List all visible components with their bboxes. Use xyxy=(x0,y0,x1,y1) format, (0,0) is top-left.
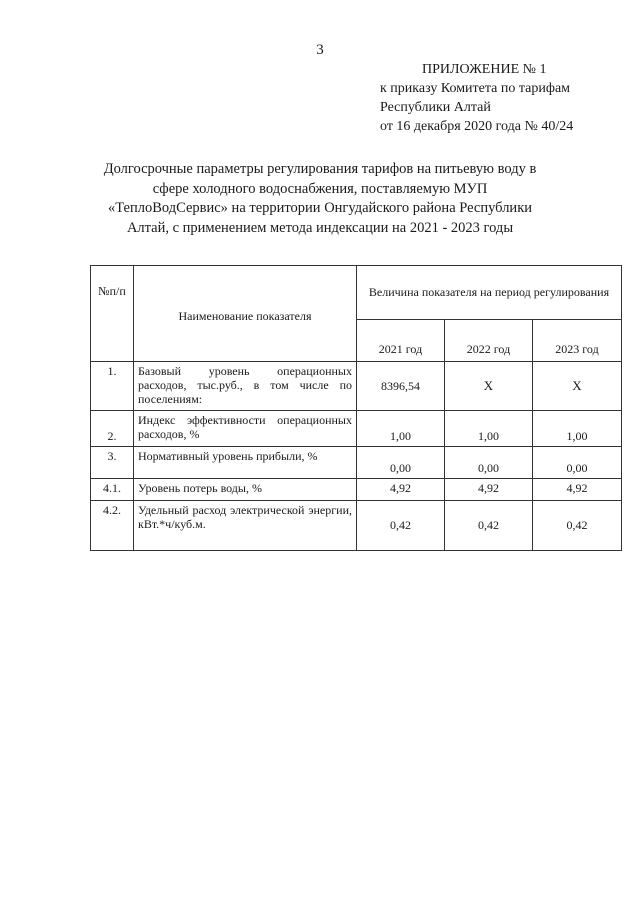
appendix-header xyxy=(380,60,573,136)
table-row xyxy=(91,447,622,479)
document-title: Долгосрочные параметры регулирования тарифов на питьевую воду в сфере холодного водоснабжения, поставляемую МУП «ТеплоВодСервис» на территории Онгудайского района Республики Алтай, с применением метода индексации на 2021 - 2023 годы xyxy=(103,161,537,236)
header-name: Наименование показателя xyxy=(134,266,357,362)
table-row xyxy=(91,411,622,447)
row-name: Базовый уровень операционных расходов, тыс.руб., в том числе по поселениям: xyxy=(134,362,357,411)
table-header-row xyxy=(91,266,622,320)
page-number: 3 xyxy=(316,42,324,58)
table-row xyxy=(91,501,622,551)
appendix-title: ПРИЛОЖЕНИЕ № 1 xyxy=(422,62,547,77)
appendix-line-3: от 16 декабря 2020 года № 40/24 xyxy=(380,119,574,134)
row-value-2021: 4,92 xyxy=(357,479,445,501)
row-value-2023: 0,42 xyxy=(533,501,622,551)
row-value-2023: 0,00 xyxy=(533,447,622,479)
row-value-2021: 1,00 xyxy=(357,411,445,447)
row-value-2022: 0,00 xyxy=(445,447,533,479)
header-period: Величина показателя на период регулирования xyxy=(357,266,622,320)
row-value-2022: Х xyxy=(445,362,533,411)
row-value-2023: 1,00 xyxy=(533,411,622,447)
appendix-line-2: Республики Алтай xyxy=(380,100,491,115)
row-num: 2. xyxy=(91,411,134,447)
header-year-2023: 2023 год xyxy=(533,320,622,362)
row-value-2021: 0,00 xyxy=(357,447,445,479)
parameters-table xyxy=(90,265,622,551)
row-name: Нормативный уровень прибыли, % xyxy=(134,447,357,479)
table-row xyxy=(91,479,622,501)
row-name: Удельный расход электрической энергии, кВт.*ч/куб.м. xyxy=(134,501,357,551)
row-value-2021: 8396,54 xyxy=(357,362,445,411)
row-value-2023: Х xyxy=(533,362,622,411)
row-name: Индекс эффективности операционных расходов, % xyxy=(134,411,357,447)
appendix-line-1: к приказу Комитета по тарифам xyxy=(380,81,571,96)
header-num: №п/п xyxy=(91,266,134,362)
row-num: 3. xyxy=(91,447,134,479)
table-row xyxy=(91,362,622,411)
row-value-2022: 0,42 xyxy=(445,501,533,551)
row-num: 4.2. xyxy=(91,501,134,551)
row-num: 1. xyxy=(91,362,134,411)
row-value-2021: 0,42 xyxy=(357,501,445,551)
row-num: 4.1. xyxy=(91,479,134,501)
row-value-2022: 1,00 xyxy=(445,411,533,447)
header-year-2022: 2022 год xyxy=(445,320,533,362)
row-value-2023: 4,92 xyxy=(533,479,622,501)
row-name: Уровень потерь воды, % xyxy=(134,479,357,501)
header-year-2021: 2021 год xyxy=(357,320,445,362)
row-value-2022: 4,92 xyxy=(445,479,533,501)
